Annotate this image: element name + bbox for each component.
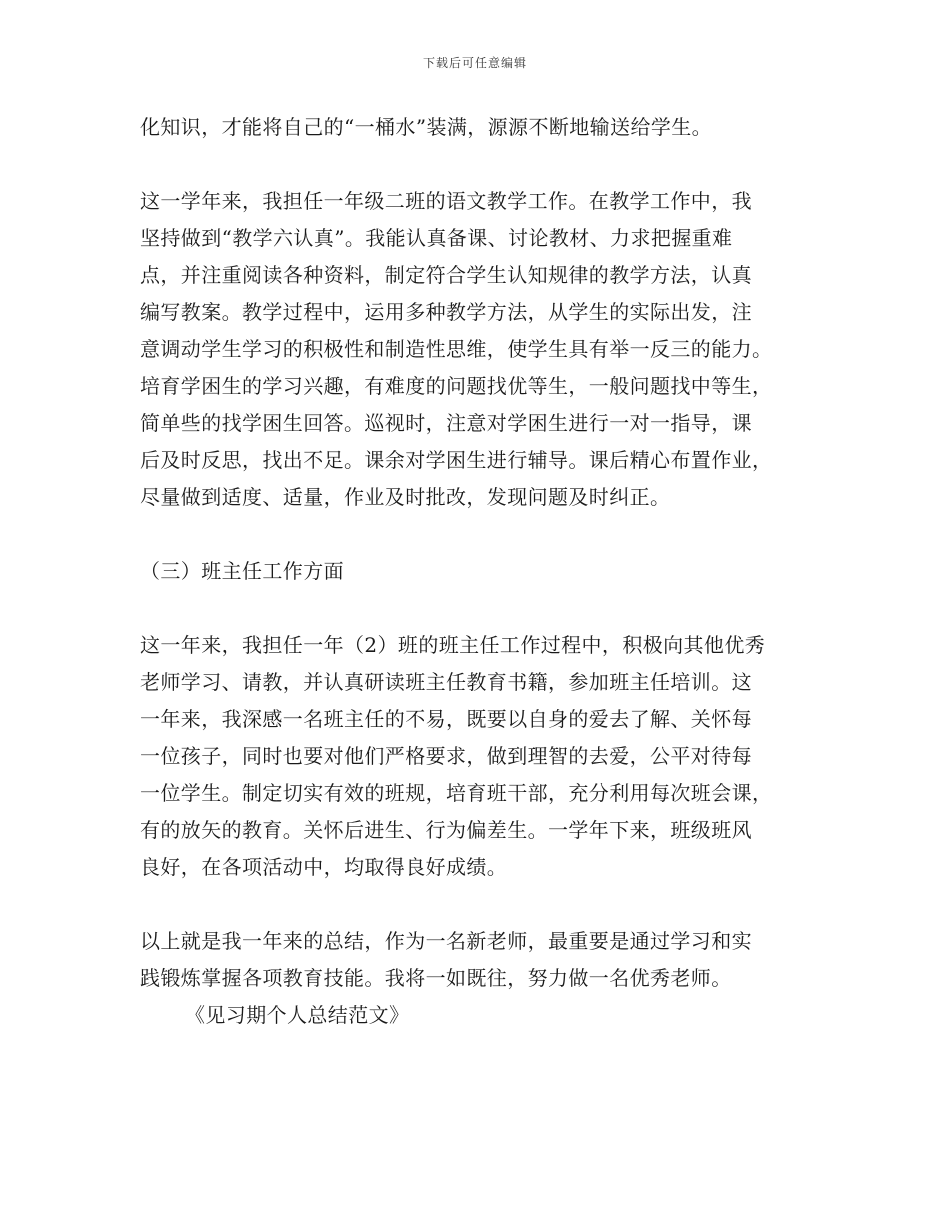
paragraph-line: 编写教案。教学过程中，运用多种教学方法，从学生的实际出发，注 — [140, 300, 752, 324]
paragraph-line: 一位学生。制定切实有效的班规，培育班干部，充分利用每次班会课， — [140, 781, 773, 805]
paragraph-line: 培育学困生的学习兴趣，有难度的问题找优等生，一般问题找中等生， — [140, 374, 773, 398]
paragraph-line: 化知识，才能将自己的“一桶水”装满，源源不断地输送给学生。 — [140, 115, 713, 139]
paragraph-line: 后及时反思，找出不足。课余对学困生进行辅导。课后精心布置作业， — [140, 448, 773, 472]
paragraph-line: 老师学习、请教，并认真研读班主任教育书籍，参加班主任培训。这 — [140, 670, 752, 694]
paragraph-line: 良好，在各项活动中，均取得良好成绩。 — [140, 855, 508, 879]
paragraph-line: 这一年来，我担任一年（2）班的班主任工作过程中，积极向其他优秀 — [140, 633, 766, 657]
paragraph-line: 简单些的找学困生回答。巡视时，注意对学困生进行一对一指导，课 — [140, 411, 752, 435]
paragraph-line: 尽量做到适度、适量，作业及时批改，发现问题及时纠正。 — [140, 485, 671, 509]
section-heading: （三）班主任工作方面 — [140, 559, 344, 583]
paragraph-line: 以上就是我一年来的总结，作为一名新老师，最重要是通过学习和实 — [140, 929, 752, 953]
paragraph-line: 这一学年来，我担任一年级二班的语文教学工作。在教学工作中，我 — [140, 189, 752, 213]
document-title-footer: 《见习期个人总结范文》 — [185, 1003, 410, 1027]
page-header: 下载后可任意编辑 — [422, 56, 527, 70]
paragraph-line: 意调动学生学习的积极性和制造性思维，使学生具有举一反三的能力。 — [140, 337, 773, 361]
paragraph-line: 一位孩子，同时也要对他们严格要求，做到理智的去爱，公平对待每 — [140, 744, 752, 768]
paragraph-line: 一年来，我深感一名班主任的不易，既要以自身的爱去了解、关怀每 — [140, 707, 752, 731]
paragraph-line: 坚持做到“教学六认真”。我能认真备课、讨论教材、力求把握重难 — [140, 226, 733, 250]
paragraph-line: 点，并注重阅读各种资料，制定符合学生认知规律的教学方法，认真 — [140, 263, 752, 287]
paragraph-line: 践锻炼掌握各项教育技能。我将一如既往，努力做一名优秀老师。 — [140, 966, 732, 990]
paragraph-line: 有的放矢的教育。关怀后进生、行为偏差生。一学年下来，班级班风 — [140, 818, 752, 842]
